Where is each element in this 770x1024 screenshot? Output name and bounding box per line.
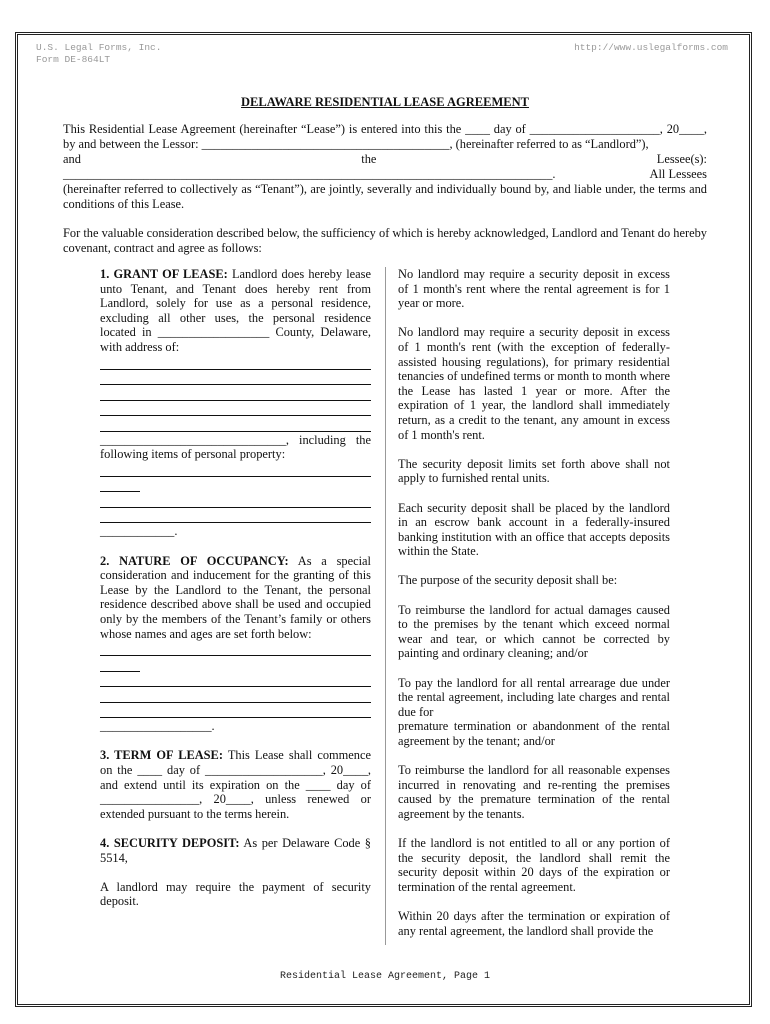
occupant-line xyxy=(100,673,371,688)
section-2-heading: 2. NATURE OF OCCUPANCY: xyxy=(100,553,289,568)
intro-line-3: and the Lessee(s): xyxy=(63,152,707,166)
property-lines xyxy=(100,462,371,523)
section-1-including: ______________________________, including the following items of personal property: xyxy=(100,432,371,462)
intro-consideration: For the valuable consideration described below, the sufficiency of which is hereby acknowledged, Landlord and Tenant do hereby covenant, contract and agree as follows: xyxy=(63,226,707,255)
address-line xyxy=(100,355,371,370)
right-column xyxy=(398,267,670,953)
occupant-line xyxy=(100,688,371,703)
address-line xyxy=(100,402,371,417)
section-1-grant xyxy=(100,267,371,355)
column-divider xyxy=(385,267,386,945)
section-3-heading: 3. TERM OF LEASE: xyxy=(100,748,223,763)
section-1-end: ____________. xyxy=(100,524,178,539)
address-line xyxy=(100,386,371,401)
intro-line-1: This Residential Lease Agreement (hereinafter “Lease”) is entered into this the ____ day of _____________________, xyxy=(63,122,663,136)
intro-paragraph xyxy=(63,122,707,212)
section-2-occupancy xyxy=(100,554,371,642)
section-3-text: This Lease shall commence on the ____ day of ___________________, 20____, and extend until its expiration on the ____ day of ________________, 20____, unless renewed or extended pursuant to the terms herein. xyxy=(100,748,372,821)
document-title: DELAWARE RESIDENTIAL LEASE AGREEMENT xyxy=(241,95,529,109)
intro-section xyxy=(63,122,707,270)
arrearage-paragraph: To pay the landlord for all rental arrearage due under the rental agreement, including late charges and rental due for premature termination or abandonment of the rental agreement by the tenant; and/or xyxy=(398,675,670,748)
purpose-paragraph: The purpose of the security deposit shall be: xyxy=(398,573,618,588)
deposit-excess-paragraph: No landlord may require a security deposit in excess of 1 month's rent (with the exception of federally-assisted housing regulations), for primary residential tenancies of undefined terms or month to month where the Lease has lasted 1 year or more. After the expiration of 1 year, the landlord shall immediately return, as a credit to the tenant, any amount in excess of 1 month's rent. xyxy=(398,325,670,442)
remit-deposit-paragraph: If the landlord is not entitled to all or any portion of the security deposit, the landlord shall remit the security deposit within 20 days of the expiration or termination of the rental agreement. xyxy=(398,836,670,894)
section-4-text: As per Delaware Code § 5514, xyxy=(100,836,371,865)
property-line xyxy=(100,462,371,477)
section-1-text: Landlord does hereby lease unto Tenant, and Tenant does hereby rent from Landlord, solely for use as a personal residence, excluding all other uses, the personal residence located in __________________ County, Delaware, with address of: xyxy=(100,267,371,354)
property-line xyxy=(100,478,140,493)
furnished-units-paragraph: The security deposit limits set forth above shall not apply to furnished rental units. xyxy=(398,456,670,486)
intro-line-5: (hereinafter referred to collectively as “Tenant”), are jointly, severally and individually bound by, and liable under, the terms and conditions of this Lease. xyxy=(63,182,707,211)
address-line xyxy=(100,371,371,386)
section-4-heading: 4. SECURITY DEPOSIT: xyxy=(100,836,240,851)
section-1-heading: 1. GRANT OF LEASE: xyxy=(100,267,228,281)
intro-line-4: _______________________________________________________________________________. All Lessees xyxy=(63,167,707,181)
header-url: http://www.uslegalforms.com xyxy=(574,42,728,53)
damages-paragraph: To reimburse the landlord for actual damages caused to the premises by the tenant which exceed normal wear and tear, or which cannot be corrected by painting and ordinary cleaning; and/or xyxy=(398,602,670,661)
section-4-security xyxy=(100,836,371,865)
section-2-end: __________________. xyxy=(100,719,215,734)
header-form-id: Form DE-864LT xyxy=(36,53,111,65)
section-4-paragraph-2: A landlord may require the payment of security deposit. xyxy=(100,879,371,909)
termination-paragraph: Within 20 days after the termination or expiration of any rental agreement, the landlord shall provide the xyxy=(398,909,670,938)
page-footer: Residential Lease Agreement, Page 1 xyxy=(279,971,491,982)
occupant-line xyxy=(100,642,371,657)
property-line xyxy=(100,493,371,508)
left-column xyxy=(100,267,371,924)
occupant-line xyxy=(100,657,140,672)
property-line xyxy=(100,509,371,524)
deposit-limit-paragraph: No landlord may require a security deposit in excess of 1 month's rent where the rental agreement is for 1 year or more. xyxy=(398,267,670,311)
section-3-term xyxy=(100,748,371,821)
escrow-paragraph: Each security deposit shall be placed by the landlord in an escrow bank account in a federally-insured banking institution with an office that accepts deposits within the State. xyxy=(398,500,670,559)
address-lines xyxy=(100,355,371,432)
section-2-text: As a special consideration and inducement for the granting of this Lease by the Landlord to the Tenant, the personal residence described above shall be used and occupied only by the members of the Tenant’s family or others whose names and ages are set forth below: xyxy=(100,553,371,641)
header-left xyxy=(36,42,161,65)
header-company: U.S. Legal Forms, Inc. xyxy=(36,42,162,53)
intro-line-2: 20____, by and between the Lessor: ________________________________________, (hereinafter referred to as “Landlord”), xyxy=(63,122,707,151)
occupant-lines xyxy=(100,642,371,719)
renovation-paragraph: To reimburse the landlord for all reasonable expenses incurred in renovating and re-renting the premises caused by the premature termination of the rental agreement by the tenants. xyxy=(398,763,670,821)
occupant-line xyxy=(100,704,371,719)
address-line xyxy=(100,417,371,432)
